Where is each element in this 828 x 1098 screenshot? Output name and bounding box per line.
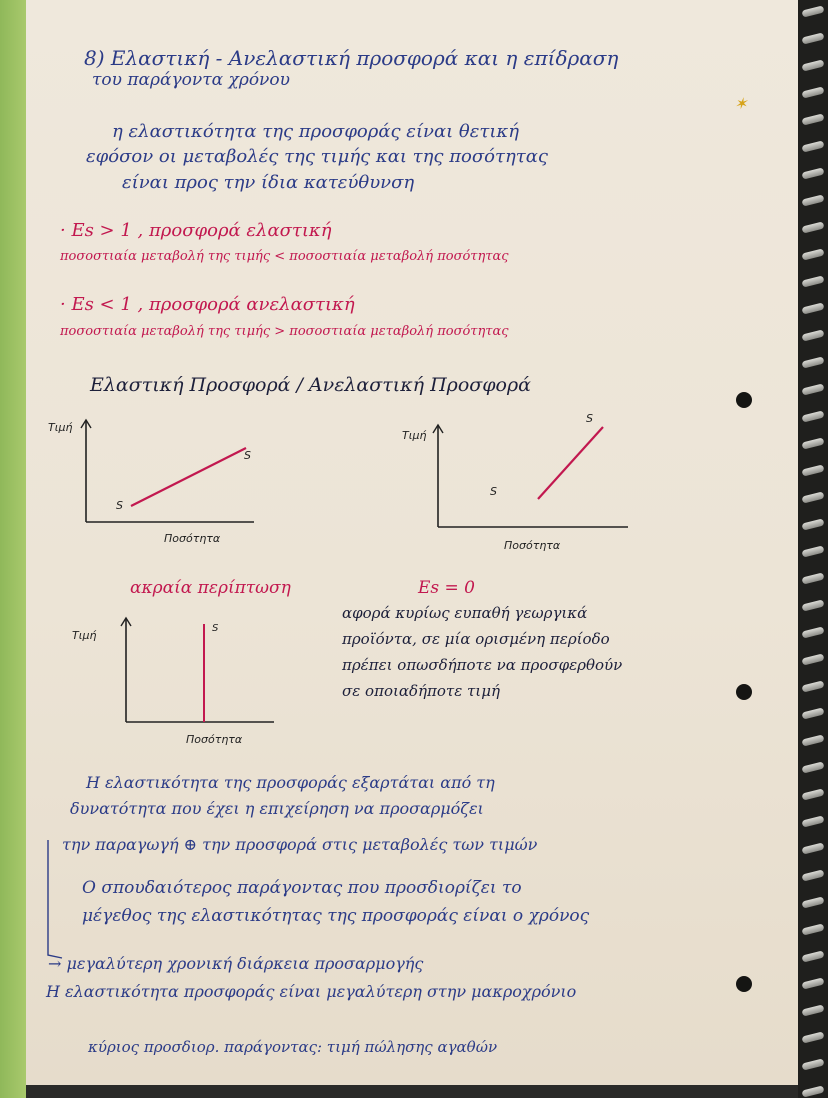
inelastic-description: ποσοστιαία μεταβολή της τιμής > ποσοστιαία μεταβολή ποσότητας xyxy=(60,324,509,339)
spiral-coil xyxy=(801,248,824,260)
spiral-coil xyxy=(801,275,824,287)
spiral-coil xyxy=(801,140,824,152)
spiral-coil xyxy=(801,410,824,422)
spiral-coil xyxy=(801,896,824,908)
spiral-coil xyxy=(801,545,824,557)
spiral-coil xyxy=(801,518,824,530)
graph1-y-label: Τιμή xyxy=(48,421,73,434)
spiral-coil xyxy=(801,707,824,719)
definition-line-3: είναι προς την ίδια κατεύθυνση xyxy=(122,172,415,193)
spiral-coil xyxy=(801,59,824,71)
spiral-coil xyxy=(801,113,824,125)
extreme-note-line-2: προϊόντα, σε μία ορισμένη περίοδο xyxy=(342,630,610,648)
summary-line-1: Η ελαστικότητα της προσφοράς εξαρτάται από τη xyxy=(86,773,495,792)
graph1-s-end-label: S xyxy=(244,449,251,462)
spiral-binding xyxy=(798,0,828,1098)
summary-line-2: δυνατότητα που έχει η επιχείρηση να προσαρμόζει xyxy=(70,799,484,818)
graph3-x-label: Ποσότητα xyxy=(186,733,243,746)
graph1-x-label: Ποσότητα xyxy=(164,532,221,545)
spiral-coil xyxy=(801,221,824,233)
graph2-axes xyxy=(428,425,628,535)
spiral-coil xyxy=(801,869,824,881)
graph2-s-end-label: S xyxy=(586,412,593,425)
elastic-title: · Es > 1 , προσφορά ελαστική xyxy=(60,220,332,241)
extreme-es-zero: Es = 0 xyxy=(418,578,476,598)
spiral-coil xyxy=(801,734,824,746)
spiral-coil xyxy=(801,680,824,692)
spiral-coil xyxy=(801,302,824,314)
paper-sheet xyxy=(26,0,798,1085)
spiral-coil xyxy=(801,383,824,395)
spiral-coil xyxy=(801,761,824,773)
extreme-note-line-1: αφορά κυρίως ευπαθή γεωργικά xyxy=(342,604,588,622)
spiral-coil xyxy=(801,1031,824,1043)
spiral-coil xyxy=(801,977,824,989)
extreme-note-line-4: σε οποιαδήποτε τιμή xyxy=(342,682,500,700)
spiral-coil xyxy=(801,788,824,800)
spiral-coil xyxy=(801,167,824,179)
spiral-coil xyxy=(801,86,824,98)
inelastic-title: · Es < 1 , προσφορά ανελαστική xyxy=(60,294,355,315)
graph1-s-start-label: S xyxy=(116,499,123,512)
factor-line-2: μέγεθος της ελαστικότητας της προσφοράς είναι ο χρόνος xyxy=(82,906,590,926)
spiral-coil xyxy=(801,194,824,206)
factor-line-1: Ο σπουδαιότερος παράγοντας που προσδιορίζει το xyxy=(82,878,522,898)
spiral-coil xyxy=(801,1004,824,1016)
graphs-title: Ελαστική Προσφορά / Ανελαστική Προσφορά xyxy=(90,374,531,396)
graph1-supply-line xyxy=(131,448,246,506)
graph2-x-label: Ποσότητα xyxy=(504,539,561,552)
punch-hole xyxy=(736,392,752,408)
spiral-coil xyxy=(801,1085,824,1097)
spiral-coil xyxy=(801,1058,824,1070)
spiral-coil xyxy=(801,5,824,17)
main-factor-note: κύριος προσδιορ. παράγοντας: τιμή πώλησης αγαθών xyxy=(88,1038,498,1056)
longer-time-note: → μεγαλύτερη χρονική διάρκεια προσαρμογής xyxy=(48,954,424,973)
spiral-coil xyxy=(801,464,824,476)
graph1-axes xyxy=(76,420,256,530)
graph2-s-start-label: S xyxy=(490,485,497,498)
elastic-description: ποσοστιαία μεταβολή της τιμής < ποσοστιαία μεταβολή ποσότητας xyxy=(60,249,509,264)
spiral-coil xyxy=(801,437,824,449)
graph2-y-label: Τιμή xyxy=(402,429,427,442)
heading-line-2: του παράγοντα χρόνου xyxy=(92,70,290,90)
spiral-coil xyxy=(801,815,824,827)
summary-line-3: την παραγωγή ⊕ την προσφορά στις μεταβολές των τιμών xyxy=(62,835,538,854)
extreme-case-title: ακραία περίπτωση xyxy=(130,578,291,598)
longrun-note: Η ελαστικότητα προσφοράς είναι μεγαλύτερη στην μακροχρόνιο xyxy=(46,982,577,1001)
heading-line-1: 8) Ελαστική - Ανελαστική προσφορά και η επίδραση xyxy=(84,46,619,70)
graph3-axes xyxy=(116,618,276,728)
punch-hole xyxy=(736,684,752,700)
spiral-coil xyxy=(801,599,824,611)
spiral-coil xyxy=(801,950,824,962)
spiral-coil xyxy=(801,653,824,665)
definition-line-1: η ελαστικότητα της προσφοράς είναι θετική xyxy=(112,121,520,142)
spiral-coil xyxy=(801,572,824,584)
spiral-coil xyxy=(801,626,824,638)
star-doodle-icon: ✶ xyxy=(734,94,748,113)
definition-line-2: εφόσον οι μεταβολές της τιμής και της ποσότητας xyxy=(86,146,548,167)
spiral-coil xyxy=(801,842,824,854)
spiral-coil xyxy=(801,356,824,368)
spiral-coil xyxy=(801,923,824,935)
bracket-arrow xyxy=(40,840,70,965)
spiral-coil xyxy=(801,329,824,341)
graph3-y-label: Τιμή xyxy=(72,629,97,642)
graph3-s-label: S xyxy=(212,623,219,634)
punch-hole xyxy=(736,976,752,992)
extreme-note-line-3: πρέπει οπωσδήποτε να προσφερθούν xyxy=(342,656,623,674)
spiral-coil xyxy=(801,32,824,44)
green-cover-edge xyxy=(0,0,26,1098)
spiral-coil xyxy=(801,491,824,503)
graph2-supply-line xyxy=(538,427,603,499)
